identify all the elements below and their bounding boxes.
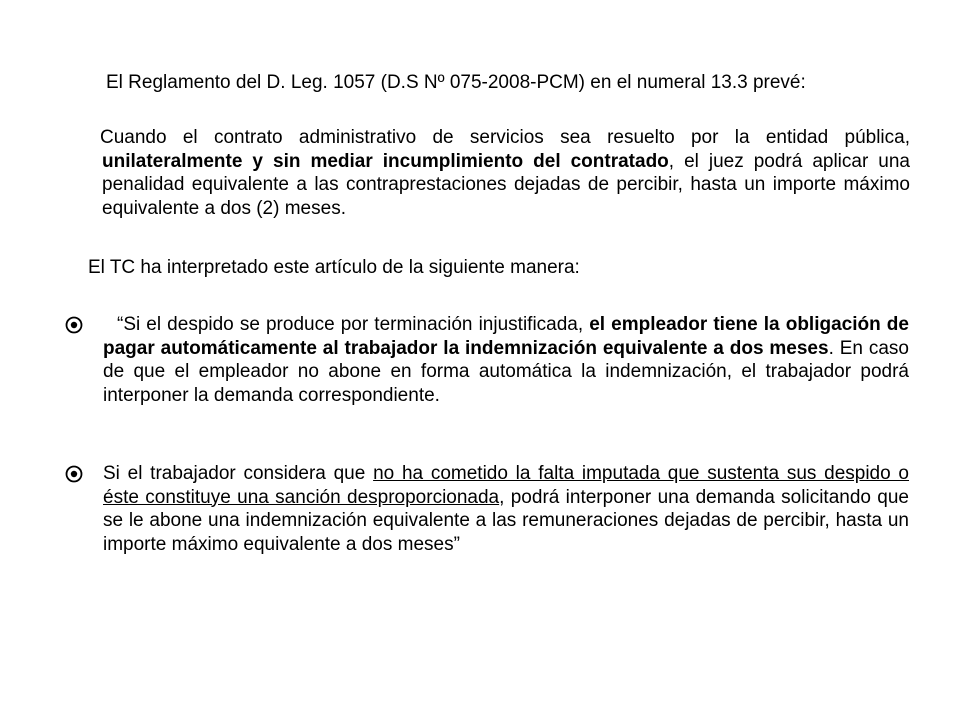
bullet-text-1 bbox=[103, 313, 909, 407]
tc-intro-line: El TC ha interpretado este artículo de la siguiente manera: bbox=[88, 257, 580, 278]
quote-text-bold: unilateralmente y sin mediar incumplimiento del contratado bbox=[102, 150, 669, 172]
bullet-2-part3: , podrá interponer una demanda solicitando que se le abone una indemnización equivalente a las remuneraciones dejadas de percibir, hasta un importe máximo equivalente a dos meses” bbox=[103, 486, 909, 555]
circled-dot-icon bbox=[64, 315, 84, 335]
circled-dot-icon bbox=[64, 464, 84, 484]
intro-line: El Reglamento del D. Leg. 1057 (D.S Nº 075-2008-PCM) en el numeral 13.3 prevé: bbox=[106, 72, 806, 93]
bullet-item-1 bbox=[64, 313, 912, 407]
bullet-1-bold: el empleador tiene la obligación de pagar automáticamente al trabajador la indemnización equivalente a dos meses bbox=[103, 314, 909, 359]
bullet-text-2 bbox=[103, 462, 909, 556]
bullet-item-2 bbox=[64, 462, 912, 556]
bullet-1-part3: . En caso de que el empleador no abone en forma automática la indemnización, el trabajador podrá interponer la demanda correspondiente. bbox=[103, 337, 909, 406]
quote-text-part1: Cuando el contrato administrativo de servicios sea resuelto por la entidad pública, bbox=[100, 127, 910, 148]
bullet-2-part1: Si el trabajador considera que bbox=[103, 463, 374, 484]
bullet-1-part1: “Si el despido se produce por terminación injustificada, bbox=[117, 314, 590, 335]
bullet-2-underlined: no ha cometido la falta imputada que sustenta sus despido o éste constituye una sanción desproporcionada bbox=[103, 463, 910, 508]
quote-text-part3: , el juez podrá aplicar una penalidad equivalente a las contraprestaciones dejadas de percibir, hasta un importe máximo equivalente a dos (2) meses. bbox=[102, 150, 910, 219]
regulation-quote bbox=[102, 126, 910, 220]
